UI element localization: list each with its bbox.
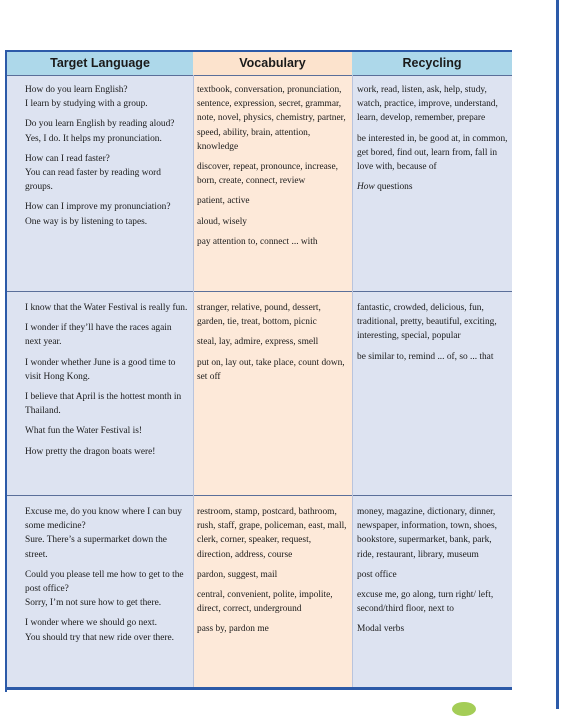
vocabulary-item: patient, active xyxy=(197,196,250,207)
target-item: How do you learn English? I learn by studying with a group. xyxy=(25,85,148,110)
vocabulary-item: restroom, stamp, postcard, bathroom, rush, staff, grape, policeman, east, mall, clerk, corner, speaker, request, direction, address, course xyxy=(197,507,347,560)
target-item: I wonder where we should go next. You should try that new ride over there. xyxy=(25,618,175,643)
recycling-item: Modal verbs xyxy=(357,624,405,635)
recycling-item: fantastic, crowded, delicious, fun, traditional, pretty, beautiful, exciting, interesting, special, popular xyxy=(357,303,497,342)
target-item: What fun the Water Festival is! xyxy=(25,426,143,437)
target-item: I know that the Water Festival is really fun. xyxy=(25,303,188,313)
header-target-language: Target Language xyxy=(7,52,193,75)
recycling-item: excuse me, go along, turn right/ left, second/third floor, next to xyxy=(357,590,494,615)
recycling-item: work, read, listen, ask, help, study, watch, practice, improve, understand, learn, develop, remember, prepare xyxy=(357,85,498,124)
table-bottom-border xyxy=(7,687,512,690)
page-edge-border xyxy=(556,0,559,709)
row1-target-cell xyxy=(25,83,189,235)
vocabulary-item: pay attention to, connect ... with xyxy=(197,236,318,247)
vocabulary-item: put on, lay out, take place, count down, set off xyxy=(197,357,345,382)
row-divider xyxy=(7,291,512,292)
vocabulary-item: aloud, wisely xyxy=(197,216,247,227)
row3-target-cell xyxy=(25,505,189,651)
row2-target-cell xyxy=(25,301,189,465)
page-number-badge xyxy=(452,702,476,716)
vocabulary-item: central, convenient, polite, impolite, direct, correct, underground xyxy=(197,590,333,615)
target-item: I believe that April is the hottest month in Thailand. xyxy=(25,392,182,417)
vocabulary-item: pass by, pardon me xyxy=(197,624,269,635)
column-divider xyxy=(193,75,194,687)
row2-recycling-cell xyxy=(357,301,509,370)
recycling-item: be interested in, be good at, in common, get bored, find out, learn from, fall in love with, because of xyxy=(357,133,508,173)
header-recycling: Recycling xyxy=(352,52,512,75)
recycling-item: money, magazine, dictionary, dinner, newspaper, information, town, shoes, bookstore, supermarket, bank, park, ride, restaurant, library, museum xyxy=(357,507,497,560)
row1-recycling-cell xyxy=(357,83,509,200)
row3-vocabulary-cell xyxy=(197,505,349,643)
vocabulary-item: stranger, relative, pound, dessert, garden, tie, treat, bottom, picnic xyxy=(197,303,321,328)
language-table xyxy=(7,50,512,690)
recycling-item-rest: questions xyxy=(374,182,413,193)
target-item: I wonder if they’ll have the races again next year. xyxy=(25,323,172,348)
row1-vocabulary-cell xyxy=(197,83,349,255)
target-item: Excuse me, do you know where I can buy some medicine? Sure. There’s a supermarket down the street. xyxy=(25,507,182,560)
table-header xyxy=(7,50,512,77)
target-item: I wonder whether June is a good time to visit Hong Kong. xyxy=(25,357,176,382)
target-item: Do you learn English by reading aloud? Yes, I do. It helps my pronunciation. xyxy=(25,119,175,144)
vocabulary-item: steal, lay, admire, express, smell xyxy=(197,337,319,348)
recycling-item xyxy=(357,180,509,194)
target-item: How can I improve my pronunciation? One way is by listening to tapes. xyxy=(25,202,171,227)
target-item: How can I read faster? You can read faster by reading word groups. xyxy=(25,153,161,193)
vocabulary-item: discover, repeat, pronounce, increase, born, create, connect, review xyxy=(197,162,338,187)
recycling-item: post office xyxy=(357,569,397,580)
row3-recycling-cell xyxy=(357,505,509,643)
recycling-item: be similar to, remind ... of, so ... that xyxy=(357,351,494,362)
row-divider xyxy=(7,495,512,496)
target-item: Could you please tell me how to get to the post office? Sorry, I’m not sure how to get there. xyxy=(25,569,184,609)
recycling-italic-word: How xyxy=(357,182,375,193)
vocabulary-item: pardon, suggest, mail xyxy=(197,569,278,580)
column-divider xyxy=(352,75,353,687)
target-item: How pretty the dragon boats were! xyxy=(25,446,156,457)
vocabulary-item: textbook, conversation, pronunciation, sentence, expression, secret, grammar, note, novel, physics, chemistry, partner, speed, ability, brain, attention, knowledge xyxy=(197,85,346,152)
header-divider xyxy=(7,75,512,76)
header-vocabulary: Vocabulary xyxy=(193,52,352,75)
row2-vocabulary-cell xyxy=(197,301,349,390)
